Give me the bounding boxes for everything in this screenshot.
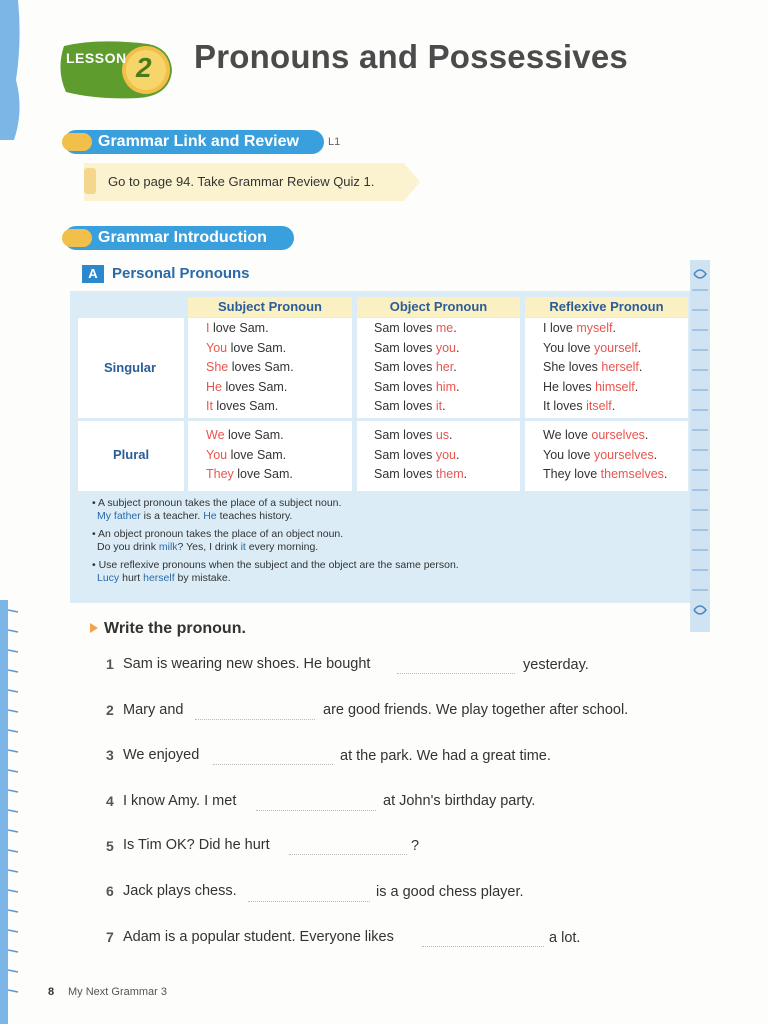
question-number: 7	[106, 929, 114, 945]
question-number: 3	[106, 747, 114, 763]
table-line: Sam loves her.	[374, 360, 457, 374]
header-subject: Subject Pronoun	[188, 297, 352, 317]
table-line: He loves himself.	[543, 379, 639, 394]
table-line: You love Sam.	[206, 447, 287, 462]
singular-object-list	[374, 319, 459, 417]
row-label-singular: Singular	[104, 360, 157, 375]
book-title: My Next Grammar 3	[68, 986, 168, 998]
note-example: Lucy hurt herself by mistake.	[97, 572, 231, 584]
note-rule: • Use reflexive pronouns when the subject and the object are the same person.	[92, 559, 459, 571]
note-rule: • An object pronoun takes the place of an object noun.	[92, 528, 344, 540]
table-line: They love themselves.	[543, 467, 668, 481]
table-line: Sam loves him.	[374, 379, 460, 394]
exercise-arrow-icon	[90, 623, 98, 633]
table-line: You love yourselves.	[543, 447, 658, 462]
section-a-badge: A	[82, 265, 104, 283]
answer-blank[interactable]	[248, 900, 370, 902]
review-marker	[84, 168, 96, 194]
question-text-after: at John's birthday party.	[383, 793, 536, 809]
plural-object-list	[374, 426, 467, 485]
page-title: Pronouns and Possessives	[194, 38, 628, 75]
answer-blank[interactable]	[195, 718, 315, 720]
note-example: Do you drink milk? Yes, I drink it every morning.	[97, 541, 319, 553]
question-number: 2	[106, 702, 114, 718]
table-line: She loves Sam.	[206, 360, 294, 374]
question-text-before: I know Amy. I met	[123, 793, 237, 809]
plural-reflexive-list	[543, 426, 667, 485]
review-box-arrow	[404, 163, 420, 201]
header-object: Object Pronoun	[357, 297, 520, 317]
question-text-before: Jack plays chess.	[123, 883, 237, 899]
grammar-intro-label: Grammar Introduction	[98, 229, 267, 246]
note-rule: • A subject pronoun takes the place of a subject noun.	[92, 497, 342, 509]
question-text-after: yesterday.	[523, 657, 589, 673]
plural-subject-list	[206, 426, 293, 485]
table-line: It loves Sam.	[206, 399, 279, 413]
question-text-before: Adam is a popular student. Everyone likes	[123, 929, 394, 945]
row-label-plural: Plural	[113, 447, 150, 462]
exercise-title: Write the pronoun.	[104, 620, 246, 637]
question-number: 6	[106, 883, 114, 899]
table-line: Sam loves me.	[374, 321, 457, 335]
header-reflexive: Reflexive Pronoun	[525, 297, 688, 317]
table-line: We love Sam.	[206, 428, 284, 442]
table-line: I love Sam.	[206, 321, 269, 335]
pencil-icon	[62, 229, 92, 247]
question-number: 1	[106, 656, 114, 672]
table-line: Sam loves us.	[374, 428, 453, 442]
table-line: We love ourselves.	[543, 428, 649, 442]
table-line: She loves herself.	[543, 360, 643, 374]
grammar-notes	[92, 497, 459, 585]
answer-blank[interactable]	[213, 763, 333, 765]
question-text-before: Is Tim OK? Did he hurt	[123, 837, 270, 853]
question-text-after: are good friends. We play together after school.	[323, 702, 629, 718]
review-instruction: Go to page 94. Take Grammar Review Quiz 1.	[108, 174, 375, 189]
answer-blank[interactable]	[256, 809, 376, 811]
singular-subject-list	[206, 319, 294, 417]
binder-tab-decoration	[690, 260, 710, 632]
table-line: Sam loves them.	[374, 467, 468, 481]
singular-reflexive-list	[543, 319, 642, 417]
question-text-before: Sam is wearing new shoes. He bought	[123, 656, 371, 672]
question-text-after: ?	[411, 838, 420, 854]
question-text-before: We enjoyed	[123, 747, 200, 763]
table-line: Sam loves it.	[374, 399, 446, 413]
question-text-before: Mary and	[123, 702, 184, 718]
table-line: You love Sam.	[206, 340, 287, 355]
section-a-title: Personal Pronouns	[112, 265, 250, 282]
table-line: Sam loves you.	[374, 340, 460, 355]
answer-blank[interactable]	[289, 853, 407, 855]
table-line: I love myself.	[543, 321, 616, 335]
grammar-link-label: Grammar Link and Review	[98, 133, 299, 150]
table-line: Sam loves you.	[374, 447, 460, 462]
note-example: My father is a teacher. He teaches history.	[97, 510, 293, 522]
pencil-icon	[62, 133, 92, 151]
lesson-number: 2	[136, 52, 152, 83]
table-line: It loves itself.	[543, 399, 616, 413]
page-number: 8	[48, 986, 55, 998]
question-number: 5	[106, 838, 114, 854]
question-text-after: is a good chess player.	[376, 884, 524, 900]
table-line: He loves Sam.	[206, 379, 288, 394]
lesson-label: LESSON	[66, 50, 127, 66]
table-line: You love yourself.	[543, 340, 642, 355]
grammar-link-tag: L1	[328, 136, 341, 148]
question-text-after: at the park. We had a great time.	[340, 748, 551, 764]
table-line: They love Sam.	[206, 467, 293, 481]
question-text-after: a lot.	[549, 930, 581, 946]
answer-blank[interactable]	[397, 672, 515, 674]
question-number: 4	[106, 793, 114, 809]
answer-blank[interactable]	[422, 945, 544, 947]
page-edge-decoration	[0, 0, 26, 1024]
lesson-badge	[58, 40, 176, 100]
